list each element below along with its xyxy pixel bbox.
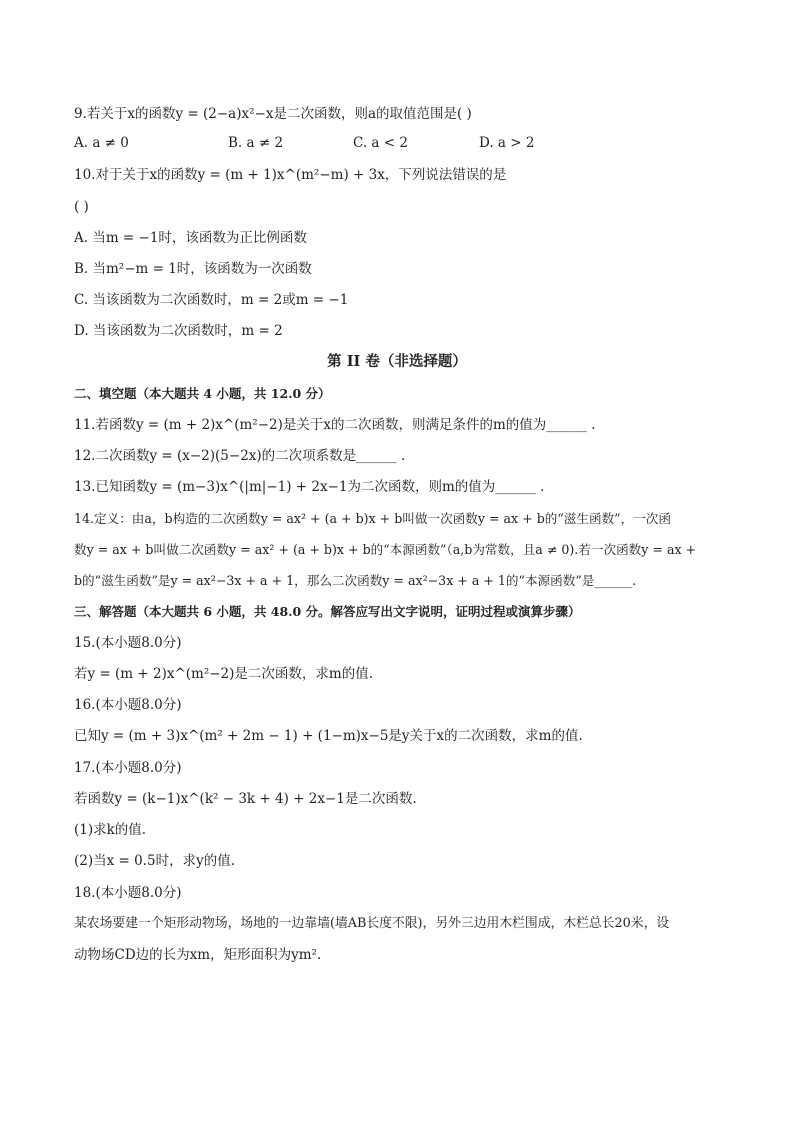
q10-option-b: B. 当m²−m = 1时，该函数为一次函数 bbox=[74, 261, 312, 277]
question-12: 12.二次函数y = (x−2)(5−2x)的二次项系数是______ . bbox=[74, 448, 406, 464]
question-17-body: 若函数y = (k−1)x^(k² − 3k + 4) + 2x−1是二次函数. bbox=[74, 791, 417, 807]
question-11: 11.若函数y = (m + 2)x^(m²−2)是关于x的二次函数，则满足条件的m的值为______ . bbox=[74, 417, 596, 433]
question-15-title: 15.(本小题8.0分) bbox=[74, 635, 182, 651]
q9-option-d: D. a > 2 bbox=[479, 135, 535, 151]
q10-option-c: C. 当该函数为二次函数时，m = 2或m = −1 bbox=[74, 292, 349, 308]
question-10-paren: ( ) bbox=[74, 199, 89, 215]
q9-option-b: B. a ≠ 2 bbox=[228, 135, 284, 151]
q10-option-a: A. 当m = −1时，该函数为正比例函数 bbox=[74, 230, 307, 246]
question-17-title: 17.(本小题8.0分) bbox=[74, 760, 182, 776]
q9-option-c: C. a < 2 bbox=[353, 135, 408, 151]
question-17-part-1: (1)求k的值. bbox=[74, 822, 147, 838]
question-18-line-1: 某农场要建一个矩形动物场，场地的一边靠墙(墙AB长度不限)，另外三边用木栏围成，木栏总长20米，设 bbox=[74, 916, 670, 931]
solve-header: 三、解答题（本大题共 6 小题，共 48.0 分。解答应写出文字说明，证明过程或演算步骤） bbox=[74, 604, 581, 619]
question-18-line-2: 动物场CD边的长为xm，矩形面积为ym². bbox=[74, 947, 322, 963]
question-16-title: 16.(本小题8.0分) bbox=[74, 697, 182, 713]
question-14-line-2: 数y = ax + b叫做二次函数y = ax² + (a + b)x + b的“本源函数”（a,b为常数，且a ≠ 0).若一次函数y = ax + bbox=[74, 542, 697, 557]
fill-in-header: 二、填空题（本大题共 4 小题，共 12.0 分） bbox=[74, 386, 331, 401]
question-16-body: 已知y = (m + 3)x^(m² + 2m − 1) + (1−m)x−5是y关于x的二次函数，求m的值. bbox=[74, 728, 583, 744]
question-14-line-3: b的“滋生函数”是y = ax²−3x + a + 1，那么二次函数y = ax²−3x + a + 1的“本源函数”是______. bbox=[74, 573, 637, 588]
question-9-stem: 9.若关于x的函数y = (2−a)x²−x是二次函数，则a的取值范围是( ) bbox=[74, 106, 472, 122]
section-title: 第 II 卷（非选择题） bbox=[327, 353, 467, 370]
q9-option-a: A. a ≠ 0 bbox=[74, 135, 129, 151]
question-13: 13.已知函数y = (m−3)x^(|m|−1) + 2x−1为二次函数，则m的值为______ . bbox=[74, 479, 545, 495]
question-14-line-1: 14.定义：由a，b构造的二次函数y = ax² + (a + b)x + b叫做一次函数y = ax + b的“滋生函数”，一次函 bbox=[74, 511, 671, 526]
question-15-body: 若y = (m + 2)x^(m²−2)是二次函数，求m的值. bbox=[74, 666, 374, 682]
q10-option-d: D. 当该函数为二次函数时，m = 2 bbox=[74, 323, 283, 339]
question-18-title: 18.(本小题8.0分) bbox=[74, 885, 182, 901]
question-10-stem: 10.对于关于x的函数y = (m + 1)x^(m²−m) + 3x，下列说法错误的是 bbox=[74, 167, 507, 183]
question-17-part-2: (2)当x = 0.5时，求y的值. bbox=[74, 853, 236, 869]
